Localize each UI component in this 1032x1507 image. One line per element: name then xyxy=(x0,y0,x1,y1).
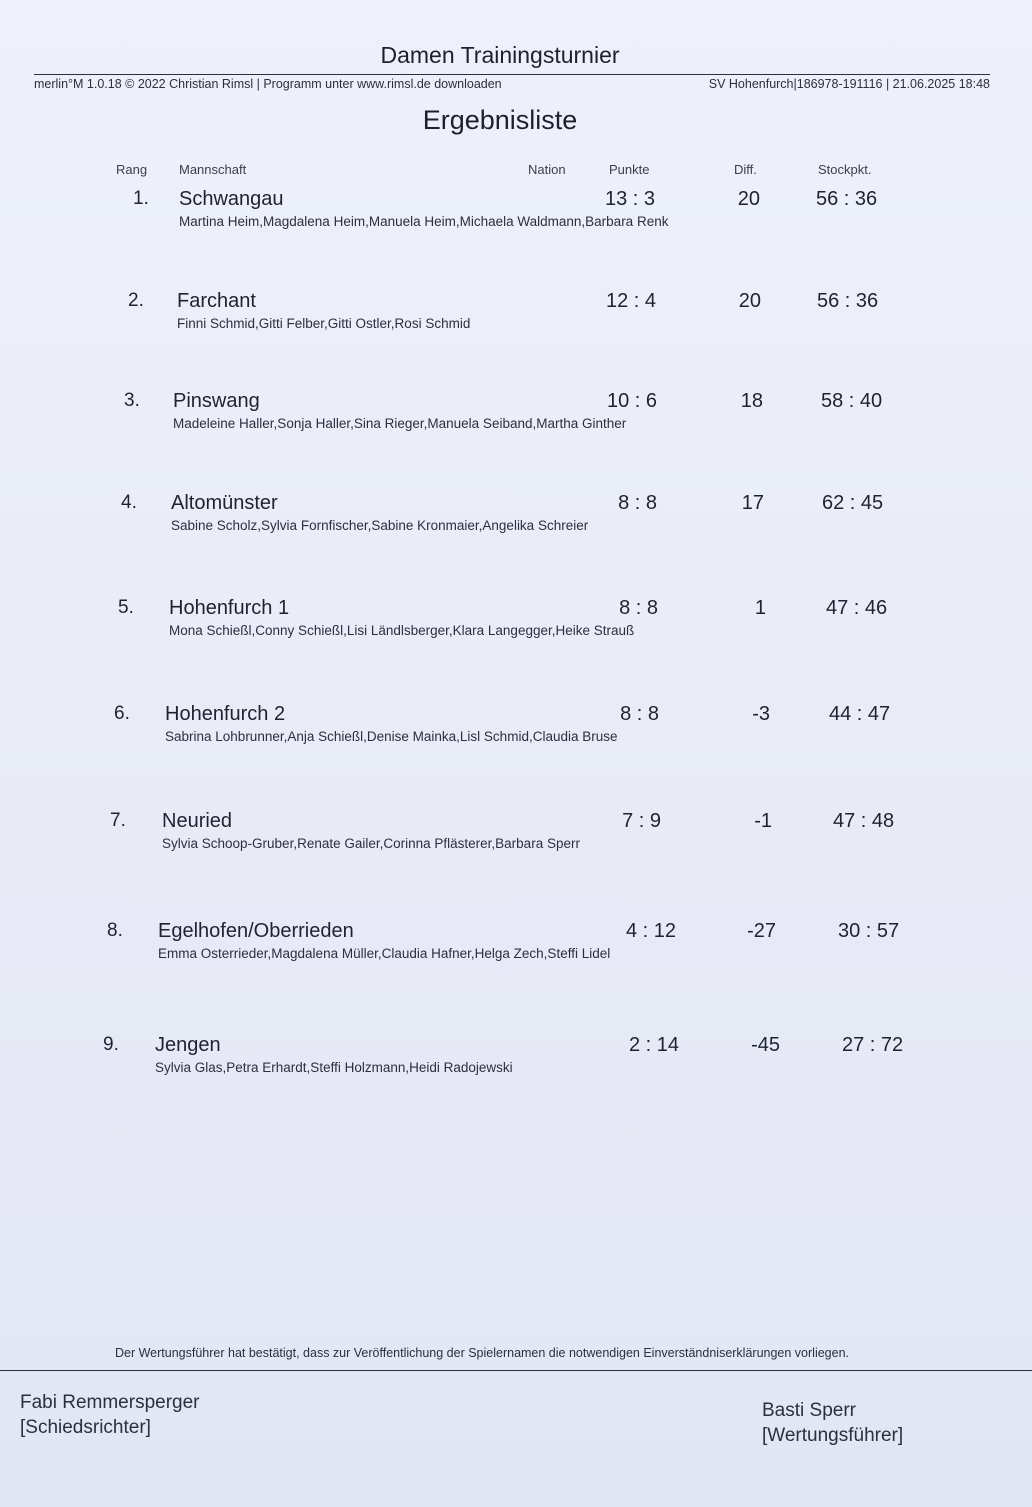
row-stockpoints: 27 : 72 xyxy=(842,1034,904,1056)
document-title: Damen Trainingsturnier xyxy=(380,42,620,68)
row-players: Emma Osterrieder,Magdalena Müller,Claudia Hafner,Helga Zech,Steffi Lidel xyxy=(158,946,611,961)
table-row xyxy=(0,1034,1032,1094)
column-header-rang: Rang xyxy=(116,162,148,177)
row-points: 8 : 8 xyxy=(620,703,659,725)
row-stockpoints: 47 : 48 xyxy=(833,810,895,832)
referee-name: Fabi Remmersperger xyxy=(20,1392,200,1413)
row-diff: -45 xyxy=(751,1034,780,1056)
page-subtitle: Ergebnisliste xyxy=(422,105,578,135)
row-team: Hohenfurch 2 xyxy=(165,703,286,725)
row-team: Hohenfurch 1 xyxy=(169,597,290,619)
table-row xyxy=(0,290,1032,350)
row-players: Sylvia Glas,Petra Erhardt,Steffi Holzmann,Heidi Radojewski xyxy=(155,1060,513,1075)
row-team: Schwangau xyxy=(179,188,284,210)
row-diff: -1 xyxy=(754,810,772,832)
row-points: 12 : 4 xyxy=(605,290,656,312)
table-row xyxy=(0,188,1032,248)
table-row xyxy=(0,810,1032,870)
footer-divider xyxy=(0,1370,1032,1371)
table-row xyxy=(0,492,1032,552)
row-rank: 8. xyxy=(107,920,123,941)
row-team: Jengen xyxy=(155,1034,221,1056)
row-team: Neuried xyxy=(162,810,233,832)
row-players: Finni Schmid,Gitti Felber,Gitti Ostler,Rosi Schmid xyxy=(177,316,471,331)
row-points: 8 : 8 xyxy=(618,492,657,514)
row-points: 2 : 14 xyxy=(628,1034,679,1056)
row-rank: 1. xyxy=(133,188,149,209)
row-stockpoints: 44 : 47 xyxy=(829,703,891,725)
row-stockpoints: 56 : 36 xyxy=(817,290,879,312)
row-diff: 17 xyxy=(741,492,764,514)
row-points: 4 : 12 xyxy=(625,920,676,942)
row-diff: 20 xyxy=(738,290,761,312)
column-header-mannschaft: Mannschaft xyxy=(179,162,247,177)
row-stockpoints: 47 : 46 xyxy=(826,597,888,619)
row-team: Pinswang xyxy=(173,390,260,412)
row-players: Sabrina Lohbrunner,Anja Schießl,Denise Mainka,Lisl Schmid,Claudia Bruse xyxy=(165,729,618,744)
table-row xyxy=(0,390,1032,450)
row-rank: 3. xyxy=(124,390,140,411)
table-row xyxy=(0,920,1032,980)
table-row xyxy=(0,703,1032,763)
column-header-nation: Nation xyxy=(528,162,566,177)
row-points: 10 : 6 xyxy=(606,390,657,412)
row-diff: 18 xyxy=(740,390,763,412)
row-players: Madeleine Haller,Sonja Haller,Sina Rieger,Manuela Seiband,Martha Ginther xyxy=(173,416,627,431)
row-stockpoints: 30 : 57 xyxy=(838,920,900,942)
row-stockpoints: 56 : 36 xyxy=(816,188,878,210)
row-points: 13 : 3 xyxy=(604,188,655,210)
meta-right: SV Hohenfurch|186978-191116 | 21.06.2025 18:48 xyxy=(708,77,990,91)
row-team: Farchant xyxy=(177,290,256,312)
row-rank: 9. xyxy=(103,1034,119,1055)
row-players: Sabine Scholz,Sylvia Fornfischer,Sabine Kronmaier,Angelika Schreier xyxy=(171,518,589,533)
row-rank: 5. xyxy=(118,597,134,618)
row-points: 7 : 9 xyxy=(622,810,661,832)
row-diff: -27 xyxy=(747,920,776,942)
column-header-diff: Diff. xyxy=(734,162,757,177)
consent-note: Der Wertungsführer hat bestätigt, dass zur Veröffentlichung der Spielernamen die notwendigen Einverständniserklärungen vorliegen. xyxy=(115,1346,850,1360)
row-players: Mona Schießl,Conny Schießl,Lisi Ländlsberger,Klara Langegger,Heike Strauß xyxy=(169,623,635,638)
row-points: 8 : 8 xyxy=(619,597,658,619)
row-diff: 20 xyxy=(737,188,760,210)
row-rank: 4. xyxy=(121,492,137,513)
column-header-stockpkt: Stockpkt. xyxy=(818,162,872,177)
table-row xyxy=(0,597,1032,657)
meta-line xyxy=(34,74,990,91)
row-rank: 6. xyxy=(114,703,130,724)
referee-role: [Schiedsrichter] xyxy=(20,1417,151,1438)
scorekeeper-name: Basti Sperr xyxy=(762,1400,856,1421)
signature-scorekeeper xyxy=(762,1398,903,1448)
row-diff: 1 xyxy=(754,597,766,619)
column-header-punkte: Punkte xyxy=(609,162,650,177)
scorekeeper-role: [Wertungsführer] xyxy=(762,1425,904,1446)
row-stockpoints: 62 : 45 xyxy=(822,492,884,514)
row-rank: 2. xyxy=(128,290,144,311)
signature-referee xyxy=(20,1390,200,1440)
row-team: Altomünster xyxy=(171,492,278,514)
row-stockpoints: 58 : 40 xyxy=(821,390,883,412)
row-diff: -3 xyxy=(752,703,770,725)
row-players: Sylvia Schoop-Gruber,Renate Gailer,Corinna Pflästerer,Barbara Sperr xyxy=(162,836,580,851)
row-rank: 7. xyxy=(110,810,126,831)
row-team: Egelhofen/Oberrieden xyxy=(158,920,354,942)
row-players: Martina Heim,Magdalena Heim,Manuela Heim,Michaela Waldmann,Barbara Renk xyxy=(179,214,669,229)
meta-left: merlin°M 1.0.18 © 2022 Christian Rimsl | Programm unter www.rimsl.de downloaden xyxy=(34,77,502,91)
